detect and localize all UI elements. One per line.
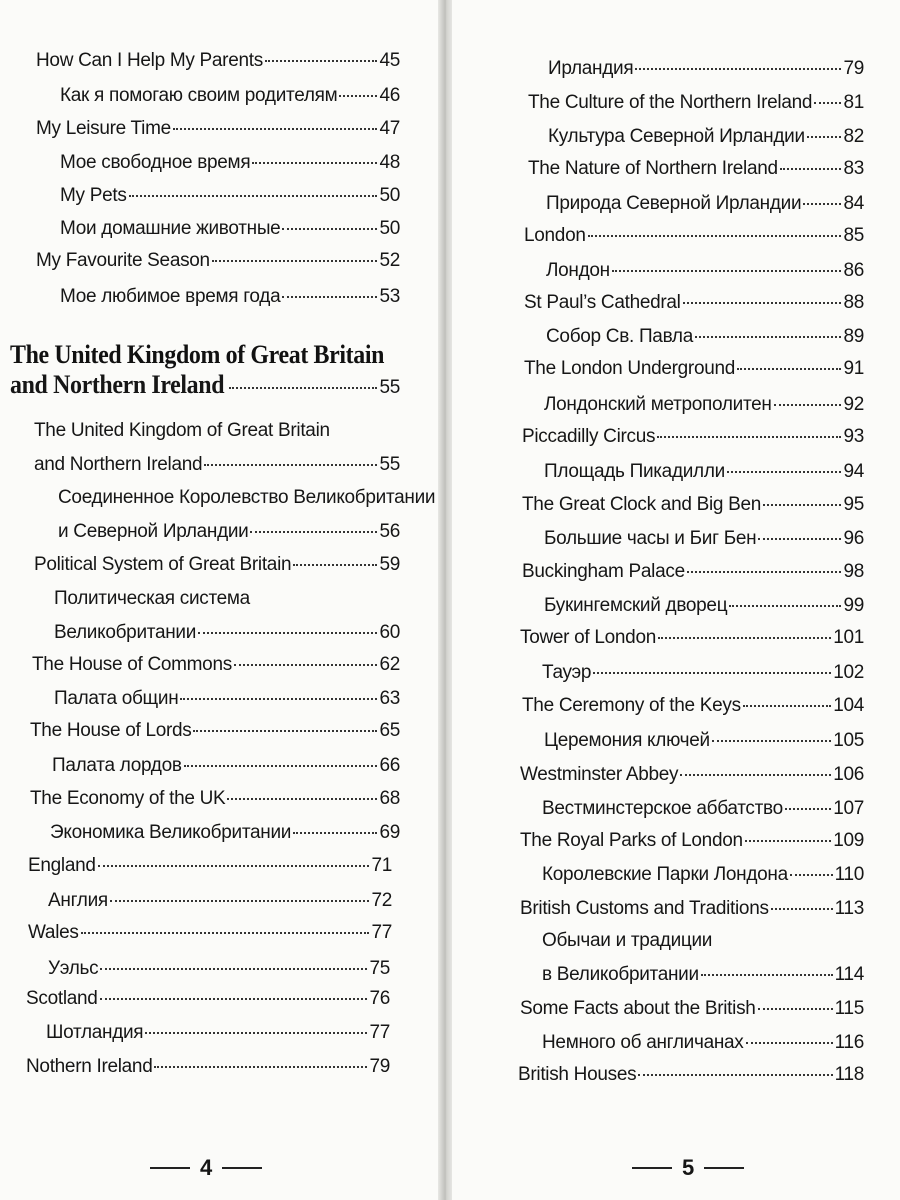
toc-entry-title: Мое свободное время [60,152,251,173]
toc-entry-page: 60 [379,622,400,643]
toc-entry[interactable] [36,50,400,72]
page-number-text: 4 [200,1155,213,1180]
toc-entry-page: 72 [371,890,392,911]
toc-entry-title: Вестминстерское аббатство [542,798,783,819]
toc-entry-title: London [524,225,586,246]
toc-entry-title-line1: The United Kingdom of Great Britain [34,420,330,441]
toc-entry-title: St Paul’s Cathedral [524,292,681,313]
toc-entry-title: Культура Северной Ирландии [548,126,805,147]
toc-entry-title: Тауэр [542,662,592,683]
dot-leader [110,900,370,902]
toc-entry[interactable] [520,627,864,649]
dot-leader [680,774,831,776]
toc-entry-title: The London Underground [524,358,736,379]
toc-entry-title: The Ceremony of the Keys [522,695,741,716]
toc-entry-page: 82 [843,126,864,147]
toc-entry[interactable] [528,92,864,114]
dot-leader [180,698,377,700]
toc-entry-title: Немного об англичанах [542,1032,744,1053]
dot-leader [803,203,841,205]
toc-entry[interactable] [36,118,400,140]
toc-entry-title: Палата лордов [52,755,182,776]
toc-entry[interactable] [32,654,400,676]
toc-entry[interactable] [546,193,864,215]
toc-entry-title: Мое любимое время года [60,286,281,307]
dot-leader [81,932,370,934]
dot-leader [758,1008,833,1010]
toc-entry[interactable] [520,830,864,852]
toc-entry-title: The House of Commons [32,654,232,675]
toc-entry-title-line1: Обычаи и традиции [542,930,713,951]
toc-entry-title: Королевские Парки Лондона [542,864,788,885]
toc-entry-page: 59 [379,554,400,575]
toc-entry-title: British Customs and Traditions [520,898,769,919]
dot-leader [145,1032,367,1034]
toc-entry-title: The House of Lords [30,720,192,741]
dot-leader [129,195,378,197]
toc-entry-page: 83 [843,158,864,179]
section-heading [10,340,384,370]
toc-entry-page: 101 [833,627,864,648]
toc-entry[interactable] [544,394,864,416]
dot-leader [780,168,842,170]
toc-entry-page: 69 [379,822,400,843]
folio-dash [704,1167,744,1169]
folio-dash [150,1167,190,1169]
toc-entry[interactable] [524,292,864,314]
toc-entry[interactable] [522,494,864,516]
toc-entry-title: My Favourite Season [36,250,210,271]
dot-leader [227,798,377,800]
toc-entry[interactable] [522,695,864,717]
toc-entry-page: 84 [843,193,864,214]
toc-entry-title: England [28,855,96,876]
toc-entry[interactable] [542,1032,864,1054]
toc-entry-page: 110 [834,864,864,885]
toc-entry-page: 105 [833,730,864,751]
toc-entry-page: 63 [379,688,400,709]
toc-entry-page: 114 [834,964,864,985]
toc-entry-title: Westminster Abbey [520,764,679,785]
toc-entry-title: The Economy of the UK [30,788,226,809]
page-number [622,1155,754,1181]
toc-entry-page: 65 [379,720,400,741]
toc-entry-page: 86 [843,260,864,281]
dot-leader [743,705,831,707]
toc-entry-page: 66 [379,755,400,776]
toc-entry-title: Большие часы и Биг Бен [544,528,757,549]
toc-entry-page: 48 [379,152,400,173]
dot-leader [729,605,841,607]
dot-leader [638,1074,832,1076]
toc-entry-title: Лондонский метрополитен [544,394,772,415]
toc-entry[interactable] [520,764,864,786]
folio-dash [222,1167,262,1169]
toc-entry-page: 115 [834,998,864,1019]
toc-entry-page: 98 [843,561,864,582]
dot-leader [814,102,841,104]
toc-entry-page: 102 [833,662,864,683]
dot-leader [763,504,841,506]
toc-entry-page: 53 [379,286,400,307]
toc-entry[interactable] [54,622,400,644]
toc-entry[interactable] [36,250,400,272]
toc-entry-page: 95 [843,494,864,515]
toc-entry-title: Scotland [26,988,98,1009]
toc-entry-title: в Великобритании [542,964,699,985]
toc-entry-title: Ирландия [548,58,634,79]
toc-entry-page: 99 [843,595,864,616]
toc-entry-page: 68 [379,788,400,809]
dot-leader [154,1066,367,1068]
toc-entry-page: 81 [843,92,864,113]
toc-entry-title: Лондон [546,260,610,281]
toc-entry-page: 50 [379,218,400,239]
toc-entry[interactable] [542,964,864,986]
toc-entry[interactable] [26,988,390,1010]
dot-leader [695,336,841,338]
dot-leader [293,564,377,566]
dot-leader [758,538,841,540]
section-heading-line2: and Northern Ireland [10,370,225,399]
toc-entry-page: 93 [843,426,864,447]
dot-leader [687,571,842,573]
toc-entry-page: 79 [843,58,864,79]
dot-leader [184,765,378,767]
toc-entry-page: 116 [834,1032,864,1053]
toc-entry[interactable] [544,461,864,483]
toc-entry-page: 77 [371,922,392,943]
dot-leader [234,664,378,666]
toc-entry-title: Англия [48,890,108,911]
toc-entry-page: 45 [379,50,400,71]
dot-leader [204,464,377,466]
toc-entry[interactable] [546,260,864,282]
toc-entry-page: 62 [379,654,400,675]
toc-entry[interactable] [30,720,400,742]
toc-entry[interactable] [60,152,400,174]
toc-entry-title: The Culture of the Northern Ireland [528,92,813,113]
toc-entry-title: Piccadilly Circus [522,426,656,447]
toc-entry[interactable] [34,554,400,576]
folio-dash [632,1167,672,1169]
toc-entry-title: How Can I Help My Parents [36,50,263,71]
toc-entry[interactable] [542,864,864,886]
toc-entry-title: The Great Clock and Big Ben [522,494,762,515]
toc-entry[interactable] [60,85,400,107]
toc-entry-page: 109 [833,830,864,851]
toc-entry-title: Собор Св. Павла [546,326,693,347]
dot-leader [282,228,377,230]
toc-entry-title: The Royal Parks of London [520,830,743,851]
toc-entry-page: 91 [843,358,864,379]
toc-entry-page: 46 [379,85,400,106]
toc-entry-page: 88 [843,292,864,313]
toc-entry[interactable] [548,58,864,80]
left-page [0,0,440,1200]
toc-entry-title: Buckingham Palace [522,561,685,582]
toc-entry[interactable] [520,898,864,920]
toc-entry-title: Шотландия [46,1022,144,1043]
section-heading-entry[interactable] [10,370,400,400]
toc-entry-title: Nothern Ireland [26,1056,153,1077]
toc-entry[interactable] [542,798,864,820]
dot-leader [785,808,831,810]
toc-entry[interactable] [26,1056,390,1078]
right-page [452,0,900,1200]
toc-entry-title: Площадь Пикадилли [544,461,725,482]
toc-entry-page: 113 [834,898,864,919]
toc-entry[interactable] [544,730,864,752]
toc-entry[interactable] [60,218,400,240]
toc-entry-title: Букингемский дворец [544,595,728,616]
toc-entry-title: Wales [28,922,79,943]
toc-entry-title: and Northern Ireland [34,454,203,475]
dot-leader [282,296,377,298]
toc-entry-page: 56 [379,521,400,542]
dot-leader [807,136,842,138]
dot-leader [250,531,377,533]
toc-entry-page: 55 [379,377,400,398]
toc-entry-title: Природа Северной Ирландии [546,193,802,214]
toc-entry-page: 47 [379,118,400,139]
toc-entry-page: 52 [379,250,400,271]
dot-leader [701,974,833,976]
dot-leader [193,730,377,732]
dot-leader [745,840,831,842]
toc-entry-page: 89 [843,326,864,347]
toc-entry[interactable] [48,958,390,980]
toc-entry[interactable] [522,561,864,583]
section-heading-line1: The United Kingdom of Great Britain [10,340,385,369]
toc-entry-title-line1: Политическая система [54,588,250,609]
dot-leader [635,68,841,70]
toc-entry-title: Some Facts about the British [520,998,756,1019]
toc-entry-page: 107 [833,798,864,819]
toc-entry-title: My Pets [60,185,127,206]
dot-leader [790,874,833,876]
toc-entry-title: Мои домашние животные [60,218,281,239]
dot-leader [100,998,368,1000]
toc-entry-page: 79 [369,1056,390,1077]
toc-entry[interactable] [528,158,864,180]
toc-entry-title: Political System of Great Britain [34,554,292,575]
dot-leader [198,632,377,634]
toc-entry-title: British Houses [518,1064,637,1085]
toc-entry-page: 96 [843,528,864,549]
toc-entry-page: 94 [843,461,864,482]
toc-entry-page: 77 [369,1022,390,1043]
toc-entry-page: 71 [371,855,392,876]
toc-entry-title: и Северной Ирландии [58,521,249,542]
toc-entry-page: 104 [833,695,864,716]
toc-entry[interactable] [34,454,400,476]
toc-entry-title: Как я помогаю своим родителям [60,85,338,106]
toc-entry[interactable] [28,922,392,944]
toc-entry[interactable] [60,185,400,207]
toc-entry-title: Tower of London [520,627,656,648]
dot-leader [746,1042,833,1044]
page-number [140,1155,272,1181]
dot-leader [657,436,841,438]
dot-leader [293,832,377,834]
toc-entry[interactable] [60,286,400,308]
toc-entry-page: 85 [843,225,864,246]
dot-leader [339,95,377,97]
dot-leader [100,968,367,970]
dot-leader [98,865,370,867]
dot-leader [252,162,377,164]
toc-entry[interactable] [520,998,864,1020]
toc-entry[interactable] [544,595,864,617]
dot-leader [683,302,842,304]
toc-entry[interactable] [522,426,864,448]
toc-entry-page: 55 [379,454,400,475]
toc-entry[interactable] [542,662,864,684]
toc-entry-page: 76 [369,988,390,1009]
toc-entry[interactable] [28,855,392,877]
dot-leader [229,387,378,389]
toc-entry-title: Церемония ключей [544,730,710,751]
toc-entry-title: The Nature of Northern Ireland [528,158,778,179]
toc-entry[interactable] [524,225,864,247]
toc-entry[interactable] [46,1022,390,1044]
dot-leader [737,368,841,370]
dot-leader [593,672,831,674]
dot-leader [712,740,831,742]
toc-entry[interactable] [54,688,400,710]
dot-leader [612,270,842,272]
toc-entry[interactable] [30,788,400,810]
toc-entry[interactable] [50,822,400,844]
toc-entry[interactable] [58,521,400,543]
toc-entry[interactable] [48,890,392,912]
toc-entry-title: Экономика Великобритании [50,822,292,843]
dot-leader [212,260,378,262]
toc-entry-title: Уэльс [48,958,99,979]
dot-leader [774,404,842,406]
toc-entry[interactable] [548,126,864,148]
toc-entry-page: 106 [833,764,864,785]
toc-entry[interactable] [52,755,400,777]
toc-entry-page: 118 [834,1064,864,1085]
toc-entry-title: Великобритании [54,622,197,643]
toc-entry[interactable] [518,1064,864,1086]
dot-leader [658,637,831,639]
toc-entry-page: 50 [379,185,400,206]
toc-entry-title-line1: Соединенное Королевство Великобритании [58,487,436,508]
page-number-text: 5 [682,1155,695,1180]
toc-entry-title: My Leisure Time [36,118,171,139]
toc-entry-page: 75 [369,958,390,979]
toc-entry[interactable] [544,528,864,550]
toc-entry[interactable] [546,326,864,348]
dot-leader [265,60,378,62]
toc-entry-title: Палата общин [54,688,179,709]
toc-entry[interactable] [524,358,864,380]
dot-leader [173,128,378,130]
dot-leader [588,235,842,237]
toc-entry-page: 92 [843,394,864,415]
dot-leader [727,471,842,473]
dot-leader [771,908,833,910]
